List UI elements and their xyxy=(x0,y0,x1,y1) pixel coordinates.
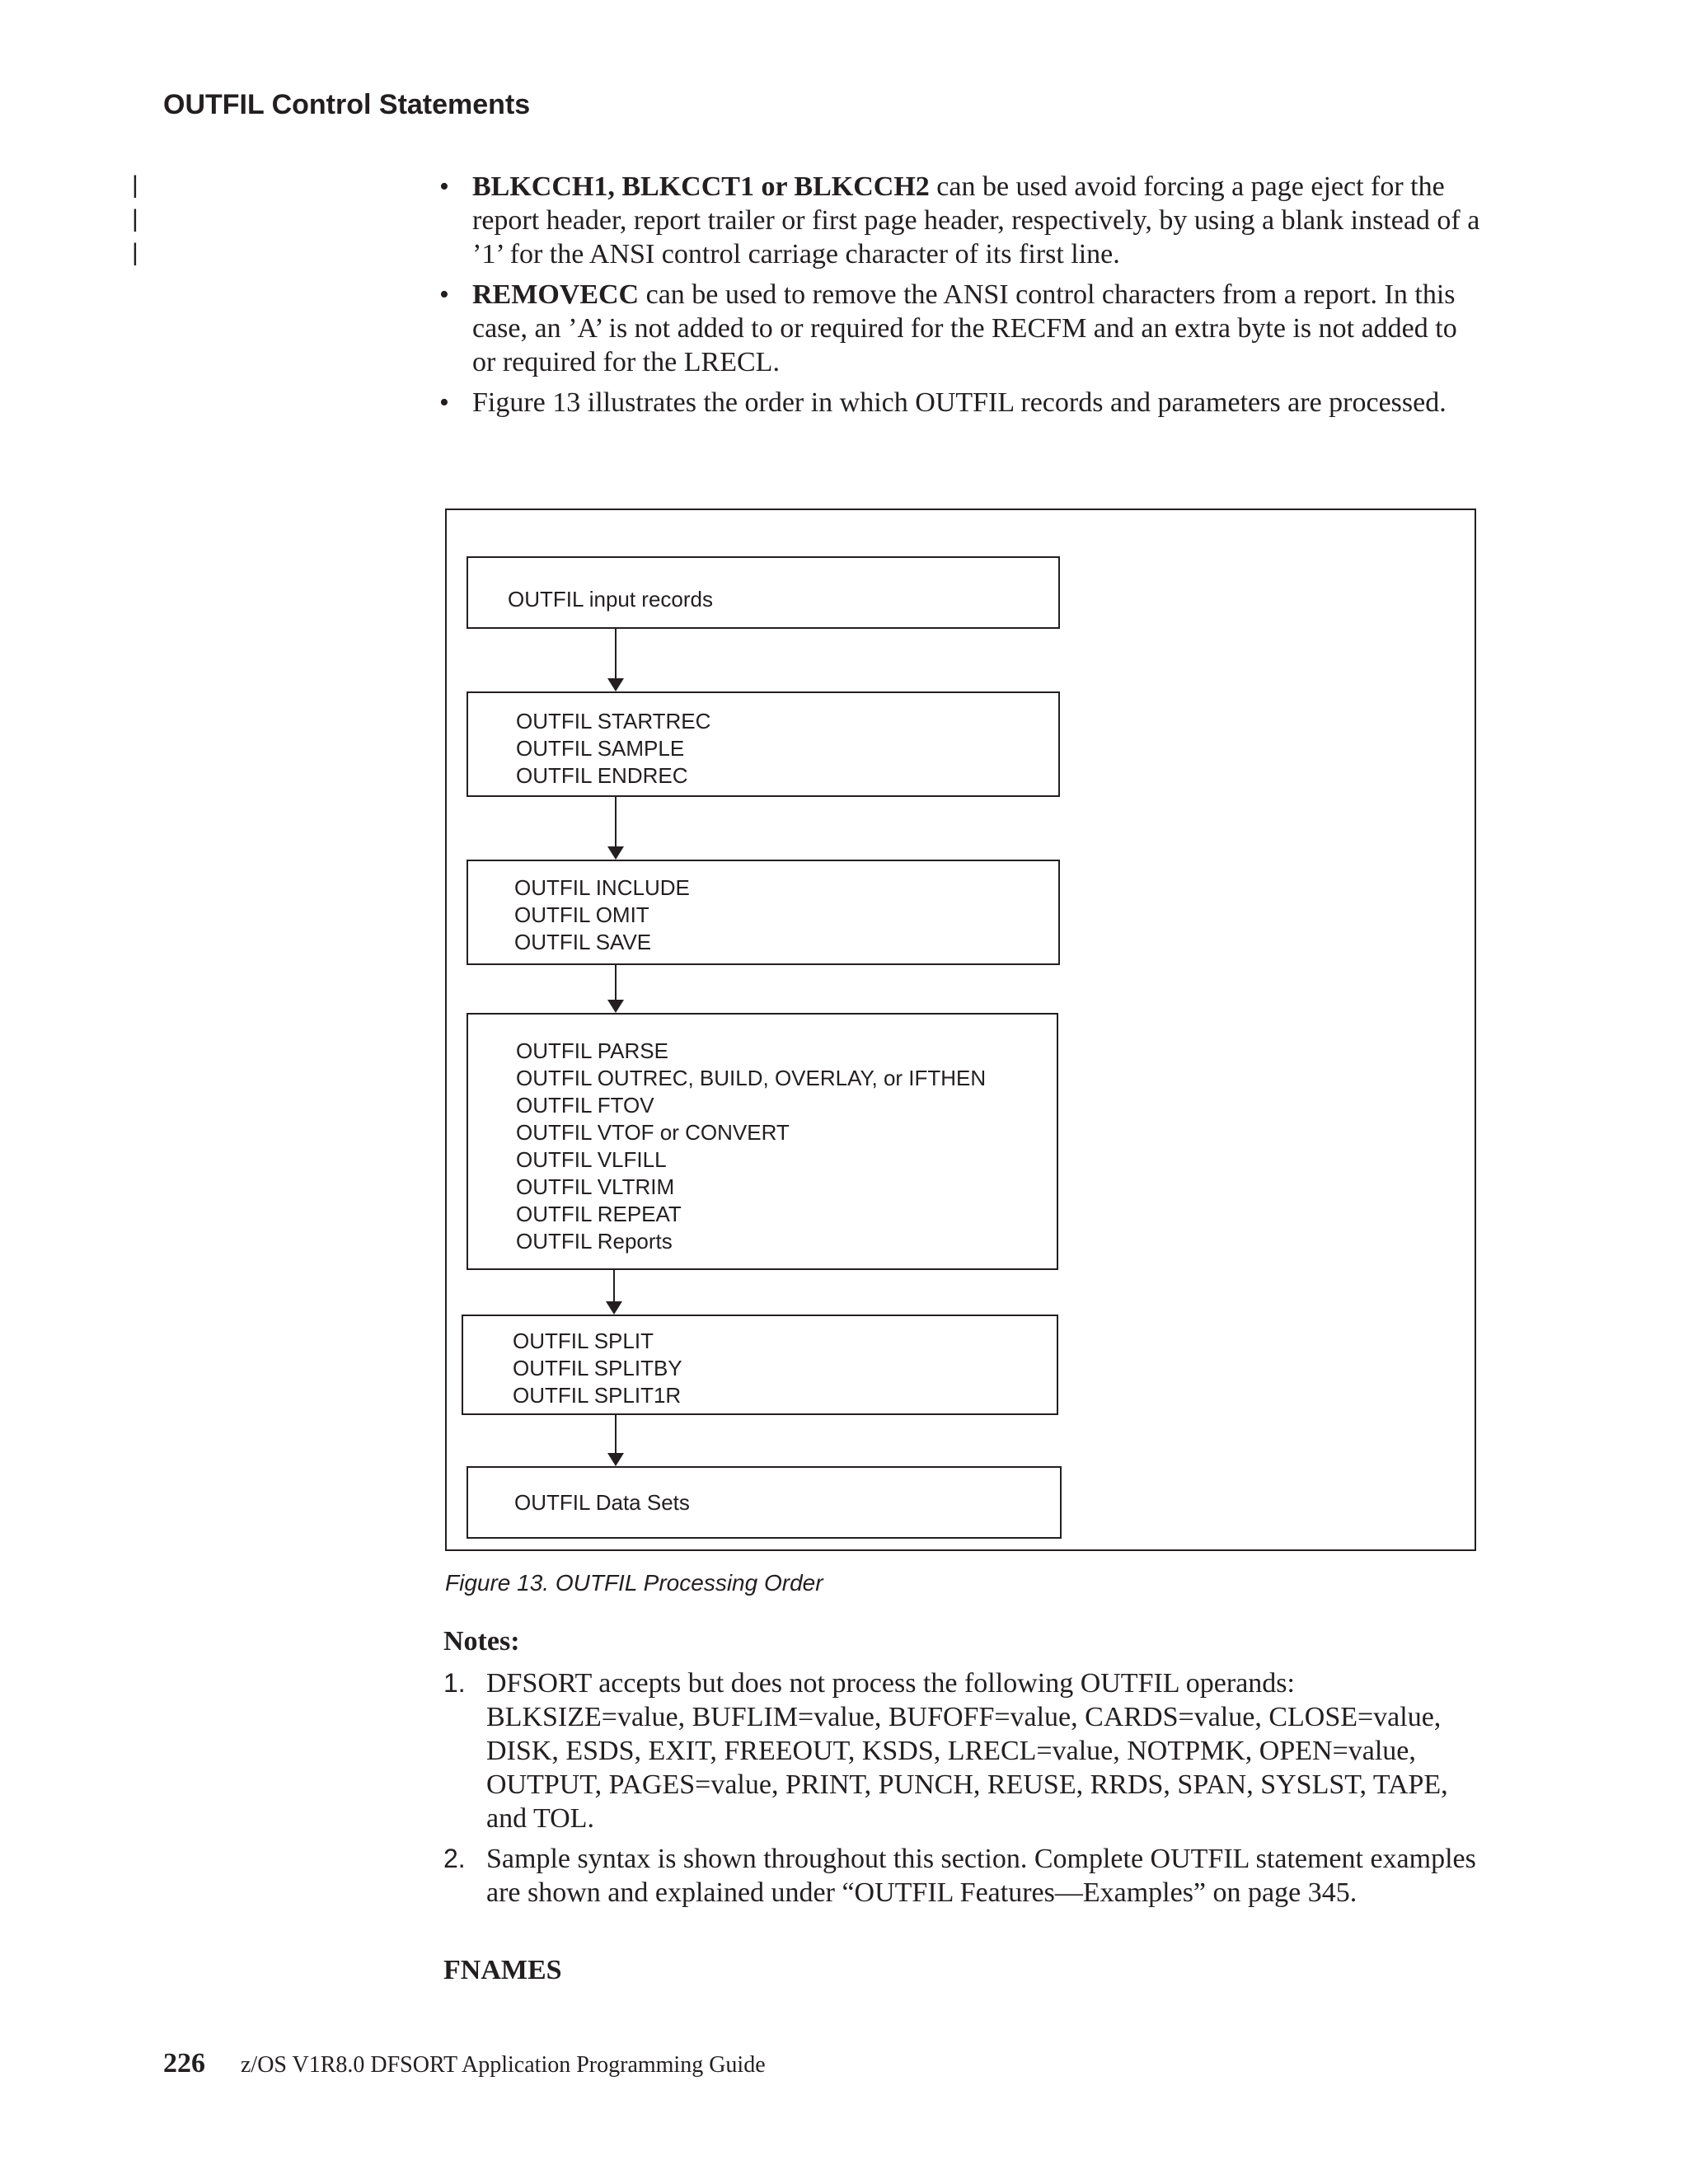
running-head: OUTFIL Control Statements xyxy=(163,89,531,120)
flow-box-line: OUTFIL Data Sets xyxy=(514,1490,690,1515)
bullet-text: can be used to remove the ANSI control characters from a report. In this case, an ’A’ is not added to or required for the RECFM and an extra byte is not added to or required for the LRECL. xyxy=(472,279,1457,377)
flow-arrow xyxy=(606,1270,622,1315)
flow-box-splitting xyxy=(462,1315,1058,1415)
flow-box-line: OUTFIL SPLIT xyxy=(513,1329,654,1353)
bullet-item xyxy=(439,386,1486,419)
change-bar: | xyxy=(132,171,138,199)
change-bar: | xyxy=(132,239,138,266)
note-number: 2. xyxy=(443,1844,466,1873)
flow-arrow xyxy=(607,965,624,1013)
flow-box-line: OUTFIL SPLITBY xyxy=(513,1356,682,1380)
flow-box-line: OUTFIL INCLUDE xyxy=(514,875,690,900)
flow-box-line: OUTFIL OUTREC, BUILD, OVERLAY, or IFTHEN xyxy=(516,1066,987,1090)
flow-box-line: OUTFIL FTOV xyxy=(516,1093,654,1118)
flow-box-line: OUTFIL VLFILL xyxy=(516,1147,667,1172)
notes-list xyxy=(443,1666,1490,1916)
flow-box-line: OUTFIL SAVE xyxy=(514,930,652,954)
page-number: 226 xyxy=(163,2048,205,2079)
flow-box-line: OUTFIL REPEAT xyxy=(516,1202,682,1226)
flow-box-line: OUTFIL Reports xyxy=(516,1229,673,1254)
flow-box-line: OUTFIL input records xyxy=(508,587,714,612)
note-text: DFSORT accepts but does not process the following OUTFIL operands: BLKSIZE=value, BUFLIM=value, BUFOFF=value, CARDS=value, CLOSE=value, DISK, ESDS, EXIT, FREEOUT, KSDS, LRECL=value, NOTPMK, OPEN=value, OUTPUT, PAGES=value, PRINT, PUNCH, REUSE, RRDS, SPAN, SYSLST, TAPE, and TOL. xyxy=(486,1668,1448,1834)
section-heading: FNAMES xyxy=(443,1955,562,1985)
flow-arrow xyxy=(607,1415,624,1466)
bullet-text: Figure 13 illustrates the order in which OUTFIL records and parameters are processed. xyxy=(472,387,1447,418)
bullet-keyword: BLKCCH1, BLKCCT1 or BLKCCH2 xyxy=(472,171,930,202)
flow-box-line: OUTFIL OMIT xyxy=(514,902,649,927)
flow-box-record-selection xyxy=(467,691,1060,797)
flow-box-line: OUTFIL PARSE xyxy=(516,1038,668,1063)
flow-arrow xyxy=(607,629,624,691)
flow-box-filtering xyxy=(467,860,1060,965)
notes-title: Notes: xyxy=(443,1626,520,1657)
footer-title: z/OS V1R8.0 DFSORT Application Programming Guide xyxy=(241,2052,766,2078)
note-text: Sample syntax is shown throughout this section. Complete OUTFIL statement examples are shown and explained under “OUTFIL Features—Examples” on page 345. xyxy=(486,1844,1476,1908)
note-number: 1. xyxy=(443,1668,466,1698)
bullet-keyword: REMOVECC xyxy=(472,279,640,310)
change-bar: | xyxy=(132,205,138,232)
bullet-list xyxy=(439,170,1486,426)
note-item xyxy=(443,1842,1490,1910)
flow-box-line: OUTFIL ENDREC xyxy=(516,763,688,788)
flow-box-data-sets xyxy=(467,1466,1062,1539)
flow-box-line: OUTFIL VLTRIM xyxy=(516,1174,675,1199)
figure-caption: Figure 13. OUTFIL Processing Order xyxy=(445,1570,823,1596)
flow-box-line: OUTFIL SAMPLE xyxy=(516,736,685,761)
bullet-item xyxy=(439,170,1486,271)
bullet-text: can be used avoid forcing a page eject for the report header, report trailer or first page header, respectively, by using a blank instead of a ’1’ for the ANSI control carriage character of its first line. xyxy=(472,171,1480,269)
flow-box-line: OUTFIL SPLIT1R xyxy=(513,1383,682,1408)
bullet-item xyxy=(439,278,1486,379)
flow-box-input-records xyxy=(467,556,1060,629)
figure-frame xyxy=(445,509,1476,1551)
flow-box-line: OUTFIL STARTREC xyxy=(516,709,711,733)
flow-arrow xyxy=(607,797,624,860)
flow-box-line: OUTFIL VTOF or CONVERT xyxy=(516,1120,790,1145)
note-item xyxy=(443,1666,1490,1835)
flow-box-reformatting xyxy=(467,1013,1058,1270)
